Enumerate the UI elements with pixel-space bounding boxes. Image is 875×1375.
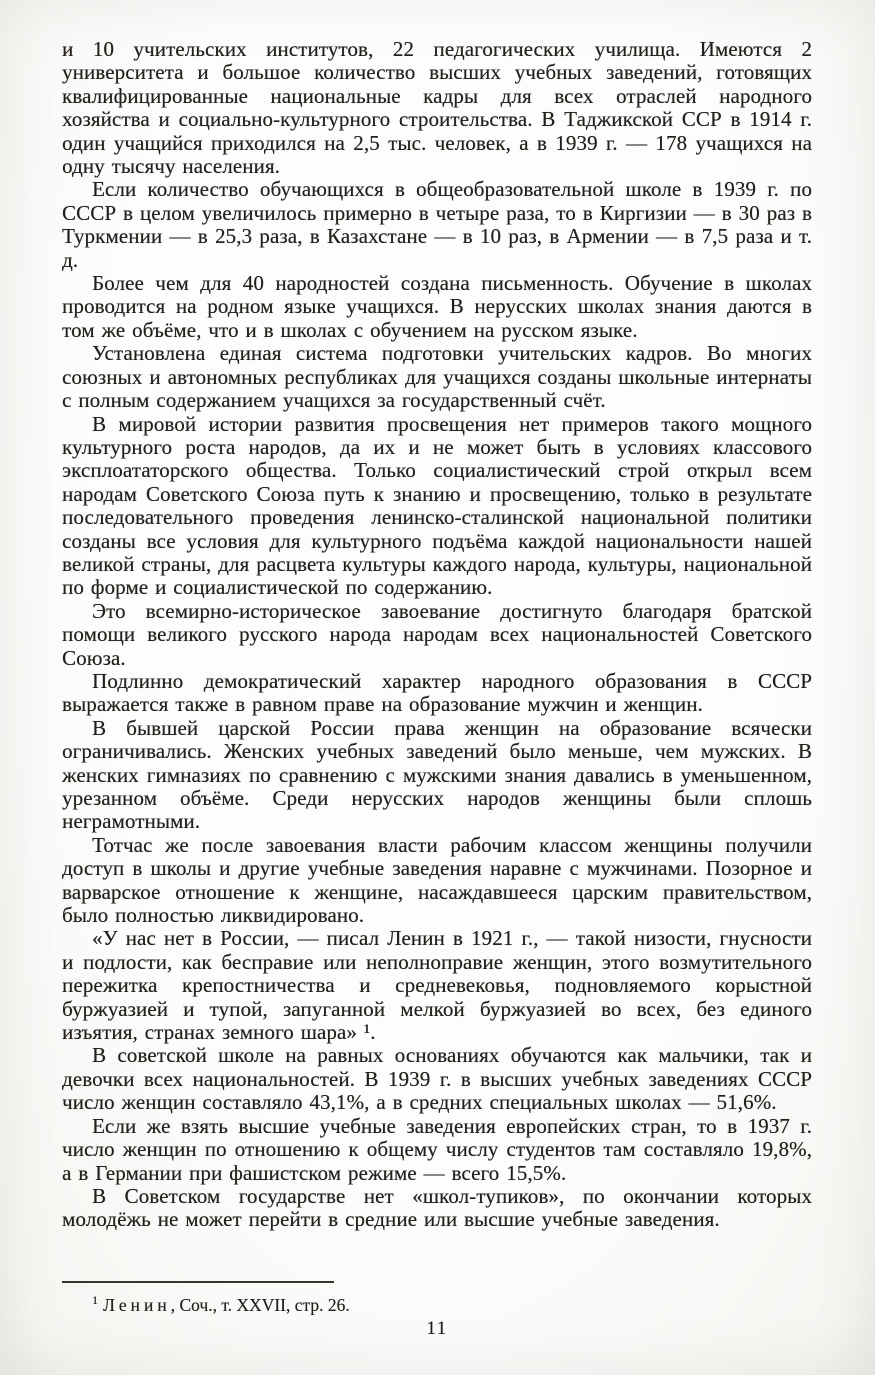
page-text <box>62 38 812 1232</box>
paragraph: Если количество обучающихся в общеобразовательной школе в 1939 г. по СССР в целом увеличилось примерно в четыре раза, то в Киргизии — в 30 раз в Туркмении — в 25,3 раза, в Казахстане — в 10 раз, в Армении — в 7,5 раза и т. д. <box>62 177 812 272</box>
footnote-author: Ленин <box>103 1294 171 1315</box>
footnote-reference: , Соч., т. XXVII, стр. 26. <box>170 1294 350 1315</box>
paragraph: и 10 учительских институтов, 22 педагогических училища. Имеются 2 университета и большое количество высших учебных заведений, готовящих квалифицированные национальные кадры для всех отраслей народного хозяйства и социально-культурного строительства. В Таджикской ССР в 1914 г. один учащийся приходился на 2,5 тыс. человек, а в 1939 г. — 178 учащихся на одну тысячу населения. <box>62 37 812 179</box>
paragraph-lenin-quote: «У нас нет в России, — писал Ленин в 1921 г., — такой низости, гнусности и подлости, как бесправие или неполноправие женщин, этого возмутительного пережитка крепостничества и средневековья, подновляемого корыстной буржуазией и тупой, запуганной мелкой буржуазией во всех, без единого изъятия, странах земного шара» ¹. <box>62 926 812 1045</box>
footnote-marker: 1 <box>92 1293 98 1307</box>
footnote-divider <box>62 1281 334 1283</box>
paragraph: Если же взять высшие учебные заведения европейских стран, то в 1937 г. число женщин по отношению к общему числу студентов там составляло 19,8%, а в Германии при фашистском режиме — всего 15,5%. <box>62 1113 812 1185</box>
paragraph: Установлена единая система подготовки учительских кадров. Во многих союзных и автономных республиках для учащихся созданы школьные интернаты с полным содержанием учащихся за государственный счёт. <box>62 341 812 413</box>
page-number: 11 <box>426 1318 448 1339</box>
paragraph: Это всемирно-историческое завоевание достигнуто благодаря братской помощи великого русского народа народам всех национальностей Советского Союза. <box>62 598 812 670</box>
paragraph: В советской школе на равных основаниях обучаются как мальчики, так и девочки всех национальностей. В 1939 г. в высших учебных заведениях СССР число женщин составляло 43,1%, а в средних специальных школах — 51,6%. <box>62 1043 812 1115</box>
paragraph: В Советском государстве нет «школ-тупиков», по окончании которых молодёжь не может перейти в средние или высшие учебные заведения. <box>62 1183 812 1232</box>
paragraph: Подлинно демократический характер народного образования в СССР выражается также в равном праве на образование мужчин и женщин. <box>62 668 812 717</box>
paragraph: В бывшей царской России права женщин на образование всячески ограничивались. Женских учебных заведений было меньше, чем мужских. В женских гимназиях по сравнению с мужскими знания давались в уменьшенном, урезанном объёме. Среди нерусских народов женщины были сплошь неграмотными. <box>62 715 812 834</box>
paragraph: Более чем для 40 народностей создана письменность. Обучение в школах проводится на родном языке учащихся. В нерусских школах знания даются в том же объёме, что и в школах с обучением на русском языке. <box>62 271 812 342</box>
paragraph: Тотчас же после завоевания власти рабочим классом женщины получили доступ в школы и другие учебные заведения наравне с мужчинами. Позорное и варварское отношение к женщине, насаждавшееся царским правительством, было полностью ликвидировано. <box>62 832 812 928</box>
footnote-area <box>62 1281 812 1315</box>
paragraph: В мировой истории развития просвещения нет примеров такого мощного культурного роста народов, да их и не может быть в условиях классового эксплоататорского общества. Только социалистический строй открыл всем народам Советского Союза путь к знанию и просвещению, только в результате последовательного проведения ленинско-сталинской национальной политики созданы все условия для культурного подъёма каждой национальности нашей великой страны, для расцвета культуры каждого народа, культуры, национальной по форме и социалистической по содержанию. <box>62 411 812 600</box>
footnote <box>62 1290 812 1315</box>
